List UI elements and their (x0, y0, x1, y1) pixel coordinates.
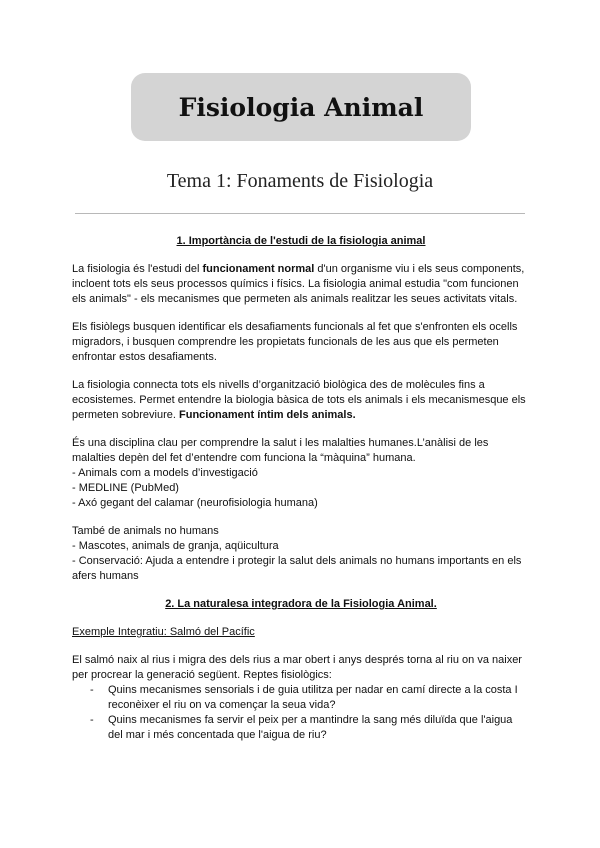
list-item: - Axó gegant del calamar (neurofisiologia humana) (72, 497, 318, 509)
bold-term: Funcionament íntim dels animals. (179, 409, 356, 421)
questions-list (72, 683, 530, 743)
text-span: La fisiologia és l'estudi del (72, 263, 203, 275)
section-1-paragraph-2: Els fisiòlegs busquen identificar els desafiaments funcionals al fet que s'enfronten els ocells migradors, i busquen comprendre les propietats funcionals de les aus que els permeten enfrontar estos desafiaments. (72, 321, 518, 363)
list-item: - Mascotes, animals de granja, aqüicultura (72, 540, 279, 552)
divider (75, 213, 525, 214)
title-banner (131, 73, 471, 141)
text-span: d'un organisme viu i els seus components, incloent tots els seus processos químics i físics. La fisiologia animal estudia "com funcionen els animals" - els mecanismes que permeten als animals realitzar les seues activitats vitals. (72, 263, 525, 305)
section-2-paragraph-1: El salmó naix al rius i migra des dels rius a mar obert i anys després torna al riu on va naixer per procrear la generació següent. Reptes fisiològics: (72, 654, 522, 681)
document-body (72, 234, 530, 743)
text-span: La fisiologia connecta tots els nivells d’organització biològica des de molècules fins a ecosistemes. Permet entendre la biologia bàsica de tots els animals i els mecanismesque els permeten sobreviure. (72, 379, 526, 421)
list-item: - MEDLINE (PubMed) (72, 482, 179, 494)
list-item: - Quins mecanismes sensorials i de guia utilitza per nadar en camí directe a la costa I reconèixer el riu on va començar la seua vida? (90, 683, 530, 713)
list-2 (72, 539, 530, 584)
list-item: - Conservació: Ajuda a entendre i protegir la salut dels animals no humans importants en els afers humans (72, 555, 522, 582)
document-subtitle: Tema 1: Fonaments de Fisiologia (166, 170, 434, 192)
section-1-heading: 1. Importància de l'estudi de la fisiologia animal (176, 235, 426, 247)
document-title: Fisiologia Animal (178, 92, 424, 122)
section-2-heading: 2. La naturalesa integradora de la Fisiologia Animal. (165, 598, 437, 610)
bold-term: funcionament normal (202, 263, 315, 275)
section-1-paragraph-5: També de animals no humans (72, 525, 219, 537)
section-1-paragraph-1 (72, 262, 530, 307)
list-item: - Animals com a models d’investigació (72, 467, 258, 479)
list-1 (72, 466, 530, 511)
example-heading: Exemple Integratiu: Salmó del Pacífic (72, 626, 255, 638)
section-1-paragraph-4: És una disciplina clau per comprendre la salut i les malalties humanes.L’anàlisi de les malalties depèn del fet d’entendre com funciona la “màquina” humana. (72, 437, 489, 464)
section-1-paragraph-3 (72, 378, 530, 423)
list-item: - Quins mecanismes fa servir el peix per a mantindre la sang més diluïda que l'aigua del mar i més concentada que l'aigua de riu? (90, 713, 530, 743)
